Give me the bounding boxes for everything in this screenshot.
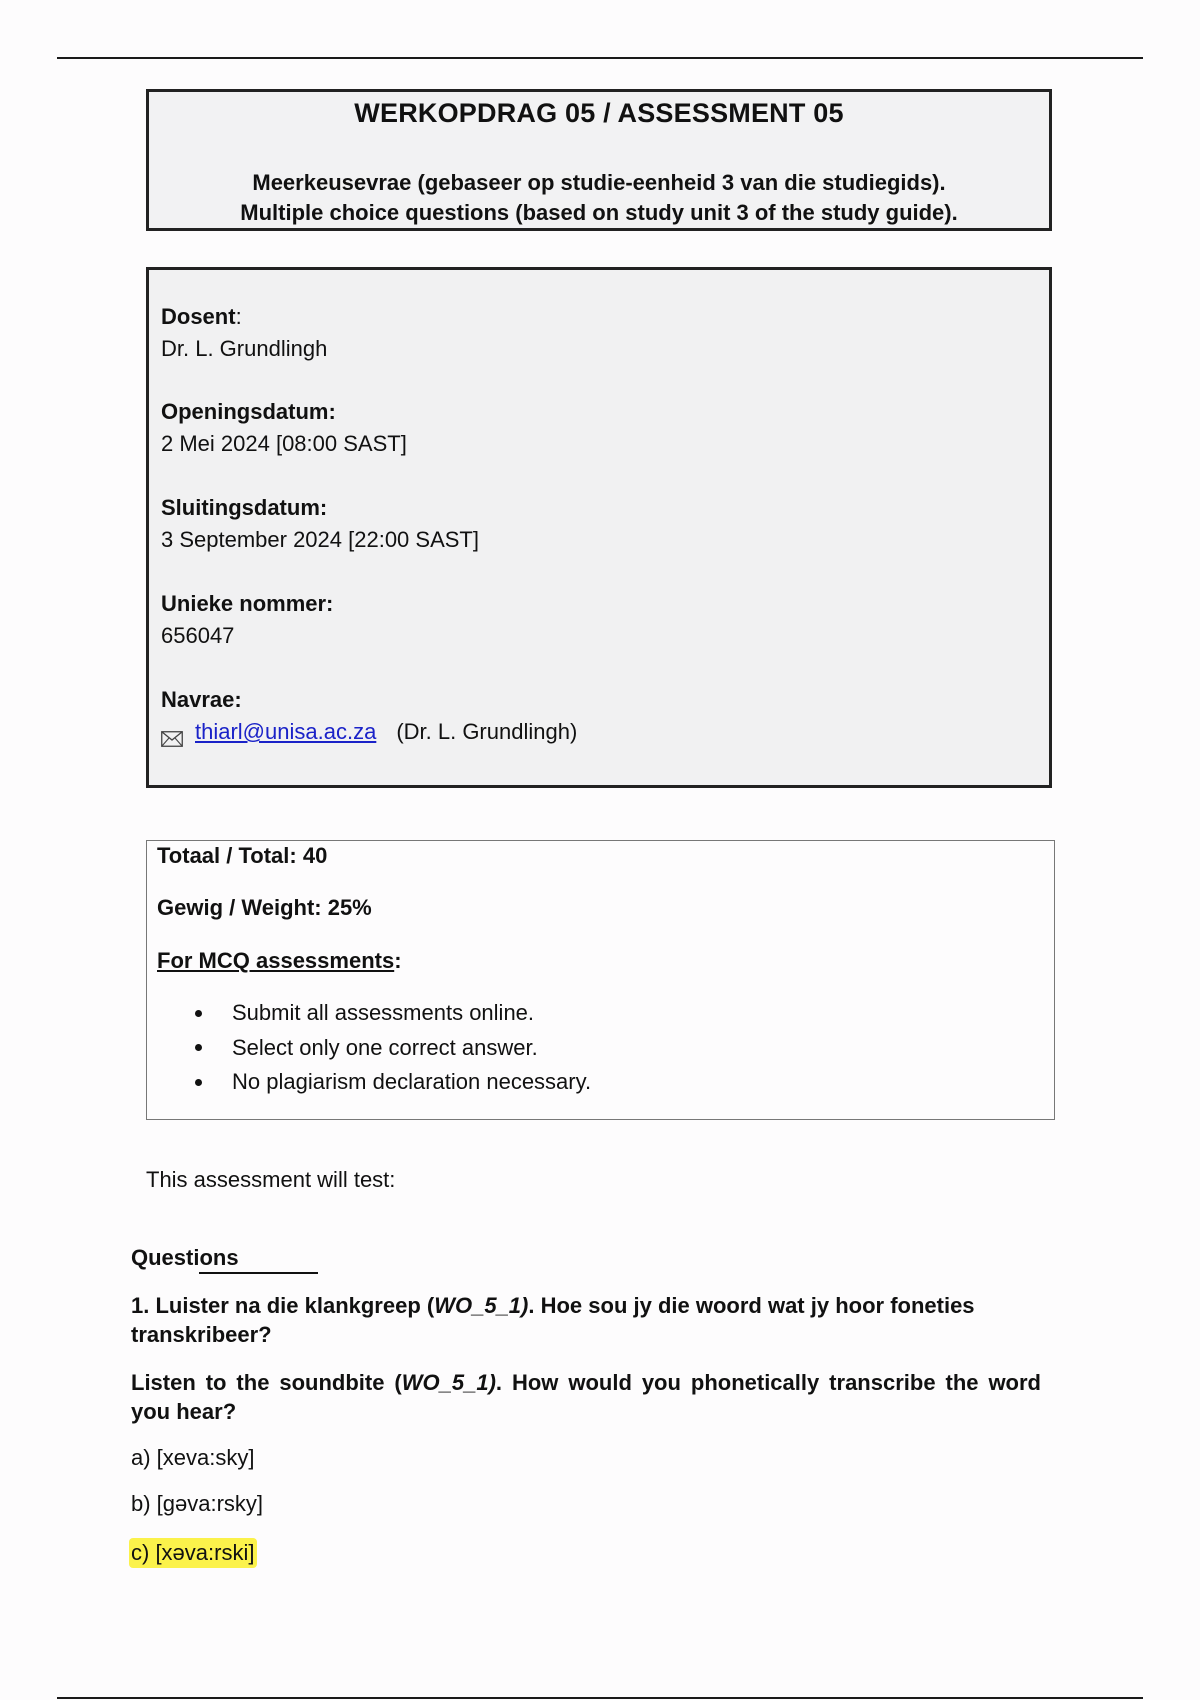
questions-heading-text: Questions <box>131 1245 239 1270</box>
unique-number-label: Unieke nommer: <box>161 591 334 616</box>
enquiries-block <box>161 684 577 748</box>
question-1-en-code: WO_5_1) <box>401 1370 496 1395</box>
questions-heading <box>131 1245 239 1271</box>
bullet-icon <box>195 1044 202 1051</box>
title-box <box>146 89 1052 231</box>
list-item-text: Select only one correct answer. <box>232 1034 538 1060</box>
opening-date-block <box>161 396 407 460</box>
question-1-en-suffix: . How would you phonetically transcribe the word you hear? <box>131 1370 1041 1424</box>
lecturer-block <box>161 301 327 365</box>
option-a-text: a) [xeva:sky] <box>131 1445 255 1470</box>
bullet-icon <box>195 1079 202 1086</box>
enquiries-label: Navrae: <box>161 687 242 712</box>
option-c-selected[interactable] <box>131 1540 257 1566</box>
mcq-heading-text: For MCQ assessments <box>157 948 395 973</box>
total-marks: Totaal / Total: 40 <box>157 843 328 868</box>
question-1-english <box>131 1368 1041 1426</box>
list-item-text: No plagiarism declaration necessary. <box>232 1069 592 1094</box>
email-owner: (Dr. L. Grundlingh) <box>396 719 578 744</box>
mcq-instructions-list <box>195 996 591 1100</box>
questions-heading-underline <box>199 1272 318 1274</box>
question-1-af-suffix: . Hoe sou jy die woord wat jy hoor foneties transkribeer? <box>131 1293 975 1347</box>
lecturer-colon: : <box>235 304 242 329</box>
closing-date-block <box>161 492 479 556</box>
top-rule <box>57 57 1143 59</box>
option-b[interactable] <box>131 1491 263 1517</box>
mcq-heading-colon: : <box>394 948 402 973</box>
bullet-icon <box>195 1010 202 1017</box>
question-1-afrikaans <box>131 1291 1041 1349</box>
email-row <box>161 716 577 748</box>
bottom-rule <box>57 1697 1143 1699</box>
totals-box <box>146 840 1055 1120</box>
mcq-heading <box>157 948 402 974</box>
subtitle-english: Multiple choice questions (based on study unit 3 of the study guide). <box>240 200 958 225</box>
option-b-text: b) [gəva:rsky] <box>131 1491 264 1516</box>
subtitle-afrikaans: Meerkeusevrae (gebaseer op studie-eenheid 3 van die studiegids). <box>252 170 946 195</box>
question-1-af-code: WO_5_1) <box>434 1293 529 1318</box>
envelope-icon <box>161 724 183 740</box>
question-1-af-prefix: 1. Luister na die klankgreep ( <box>131 1293 435 1318</box>
unique-number-value: 656047 <box>161 623 235 648</box>
lecturer-label: Dosent <box>161 304 236 329</box>
opening-date-label: Openingsdatum: <box>161 399 336 424</box>
option-a[interactable] <box>131 1445 254 1471</box>
opening-date-value: 2 Mei 2024 [08:00 SAST] <box>161 431 407 456</box>
weight: Gewig / Weight: 25% <box>157 895 372 920</box>
email-link[interactable]: thiarl@unisa.ac.za <box>195 719 377 744</box>
closing-date-label: Sluitingsdatum: <box>161 495 328 520</box>
unique-number-block <box>161 588 333 652</box>
list-item <box>195 996 591 1031</box>
assessment-info-box <box>146 267 1052 788</box>
assessment-title: WERKOPDRAG 05 / ASSESSMENT 05 <box>354 98 844 128</box>
lecturer-value: Dr. L. Grundlingh <box>161 336 328 361</box>
list-item <box>195 1031 591 1066</box>
option-c-text: c) [xəva:rski] <box>129 1538 257 1568</box>
list-item <box>195 1065 591 1100</box>
list-item-text: Submit all assessments online. <box>232 1000 535 1025</box>
question-1-en-prefix: Listen to the soundbite ( <box>131 1370 402 1395</box>
assessment-test-intro: This assessment will test: <box>146 1167 396 1192</box>
closing-date-value: 3 September 2024 [22:00 SAST] <box>161 527 479 552</box>
